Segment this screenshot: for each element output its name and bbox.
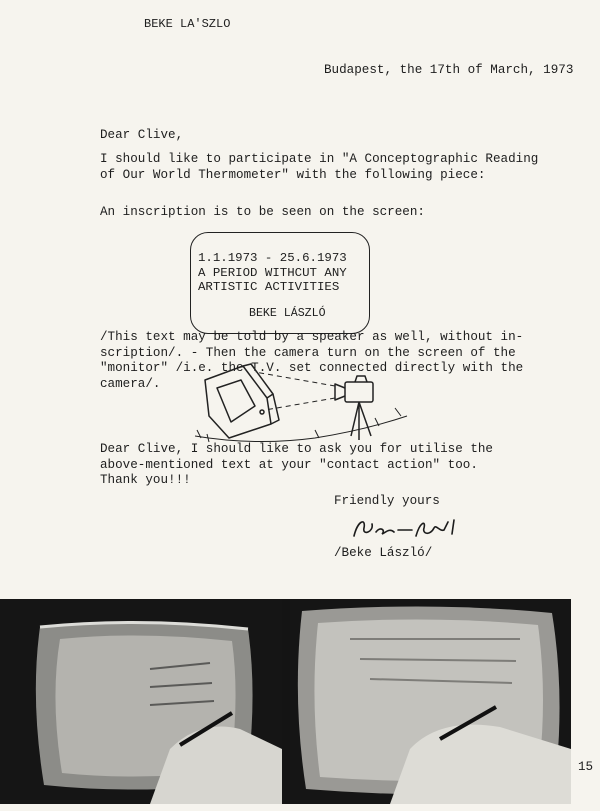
photo-strip	[0, 599, 571, 804]
paragraph-intro: I should like to participate in "A Conceptographic Reading of Our World Thermometer" with the following piece:	[100, 152, 539, 182]
sender-name: BEKE LA'SZLO	[144, 17, 231, 31]
tv-screen-photo-right	[290, 599, 571, 804]
salutation: Dear Clive,	[100, 128, 184, 142]
screen-signature: BEKE LÁSZLÓ	[249, 307, 326, 320]
closing: Friendly yours	[334, 494, 440, 508]
tv-screen-photo-left	[0, 599, 282, 804]
inscription-intro: An inscription is to be seen on the screen:	[100, 205, 425, 219]
paragraph-speaker: /This text may be told by a speaker as well, without in- scription/. - Then the camera turn on the screen of the "monitor" /i.e. the T.V. set connected directly with the camera/.	[100, 330, 524, 391]
signed-name: /Beke László/	[334, 546, 433, 560]
page-number: 15	[578, 760, 594, 774]
dateline: Budapest, the 17th of March, 1973	[324, 63, 574, 77]
handwritten-signature-icon	[352, 514, 462, 542]
tv-camera-sketch-icon	[195, 358, 410, 446]
paragraph-request: Dear Clive, I should like to ask you for utilise the above-mentioned text at your "contact action" too. Thank you!!!	[100, 442, 493, 487]
screen-inscription: 1.1.1973 - 25.6.1973 A PERIOD WITHCUT ANY ARTISTIC ACTIVITIES	[198, 251, 347, 294]
